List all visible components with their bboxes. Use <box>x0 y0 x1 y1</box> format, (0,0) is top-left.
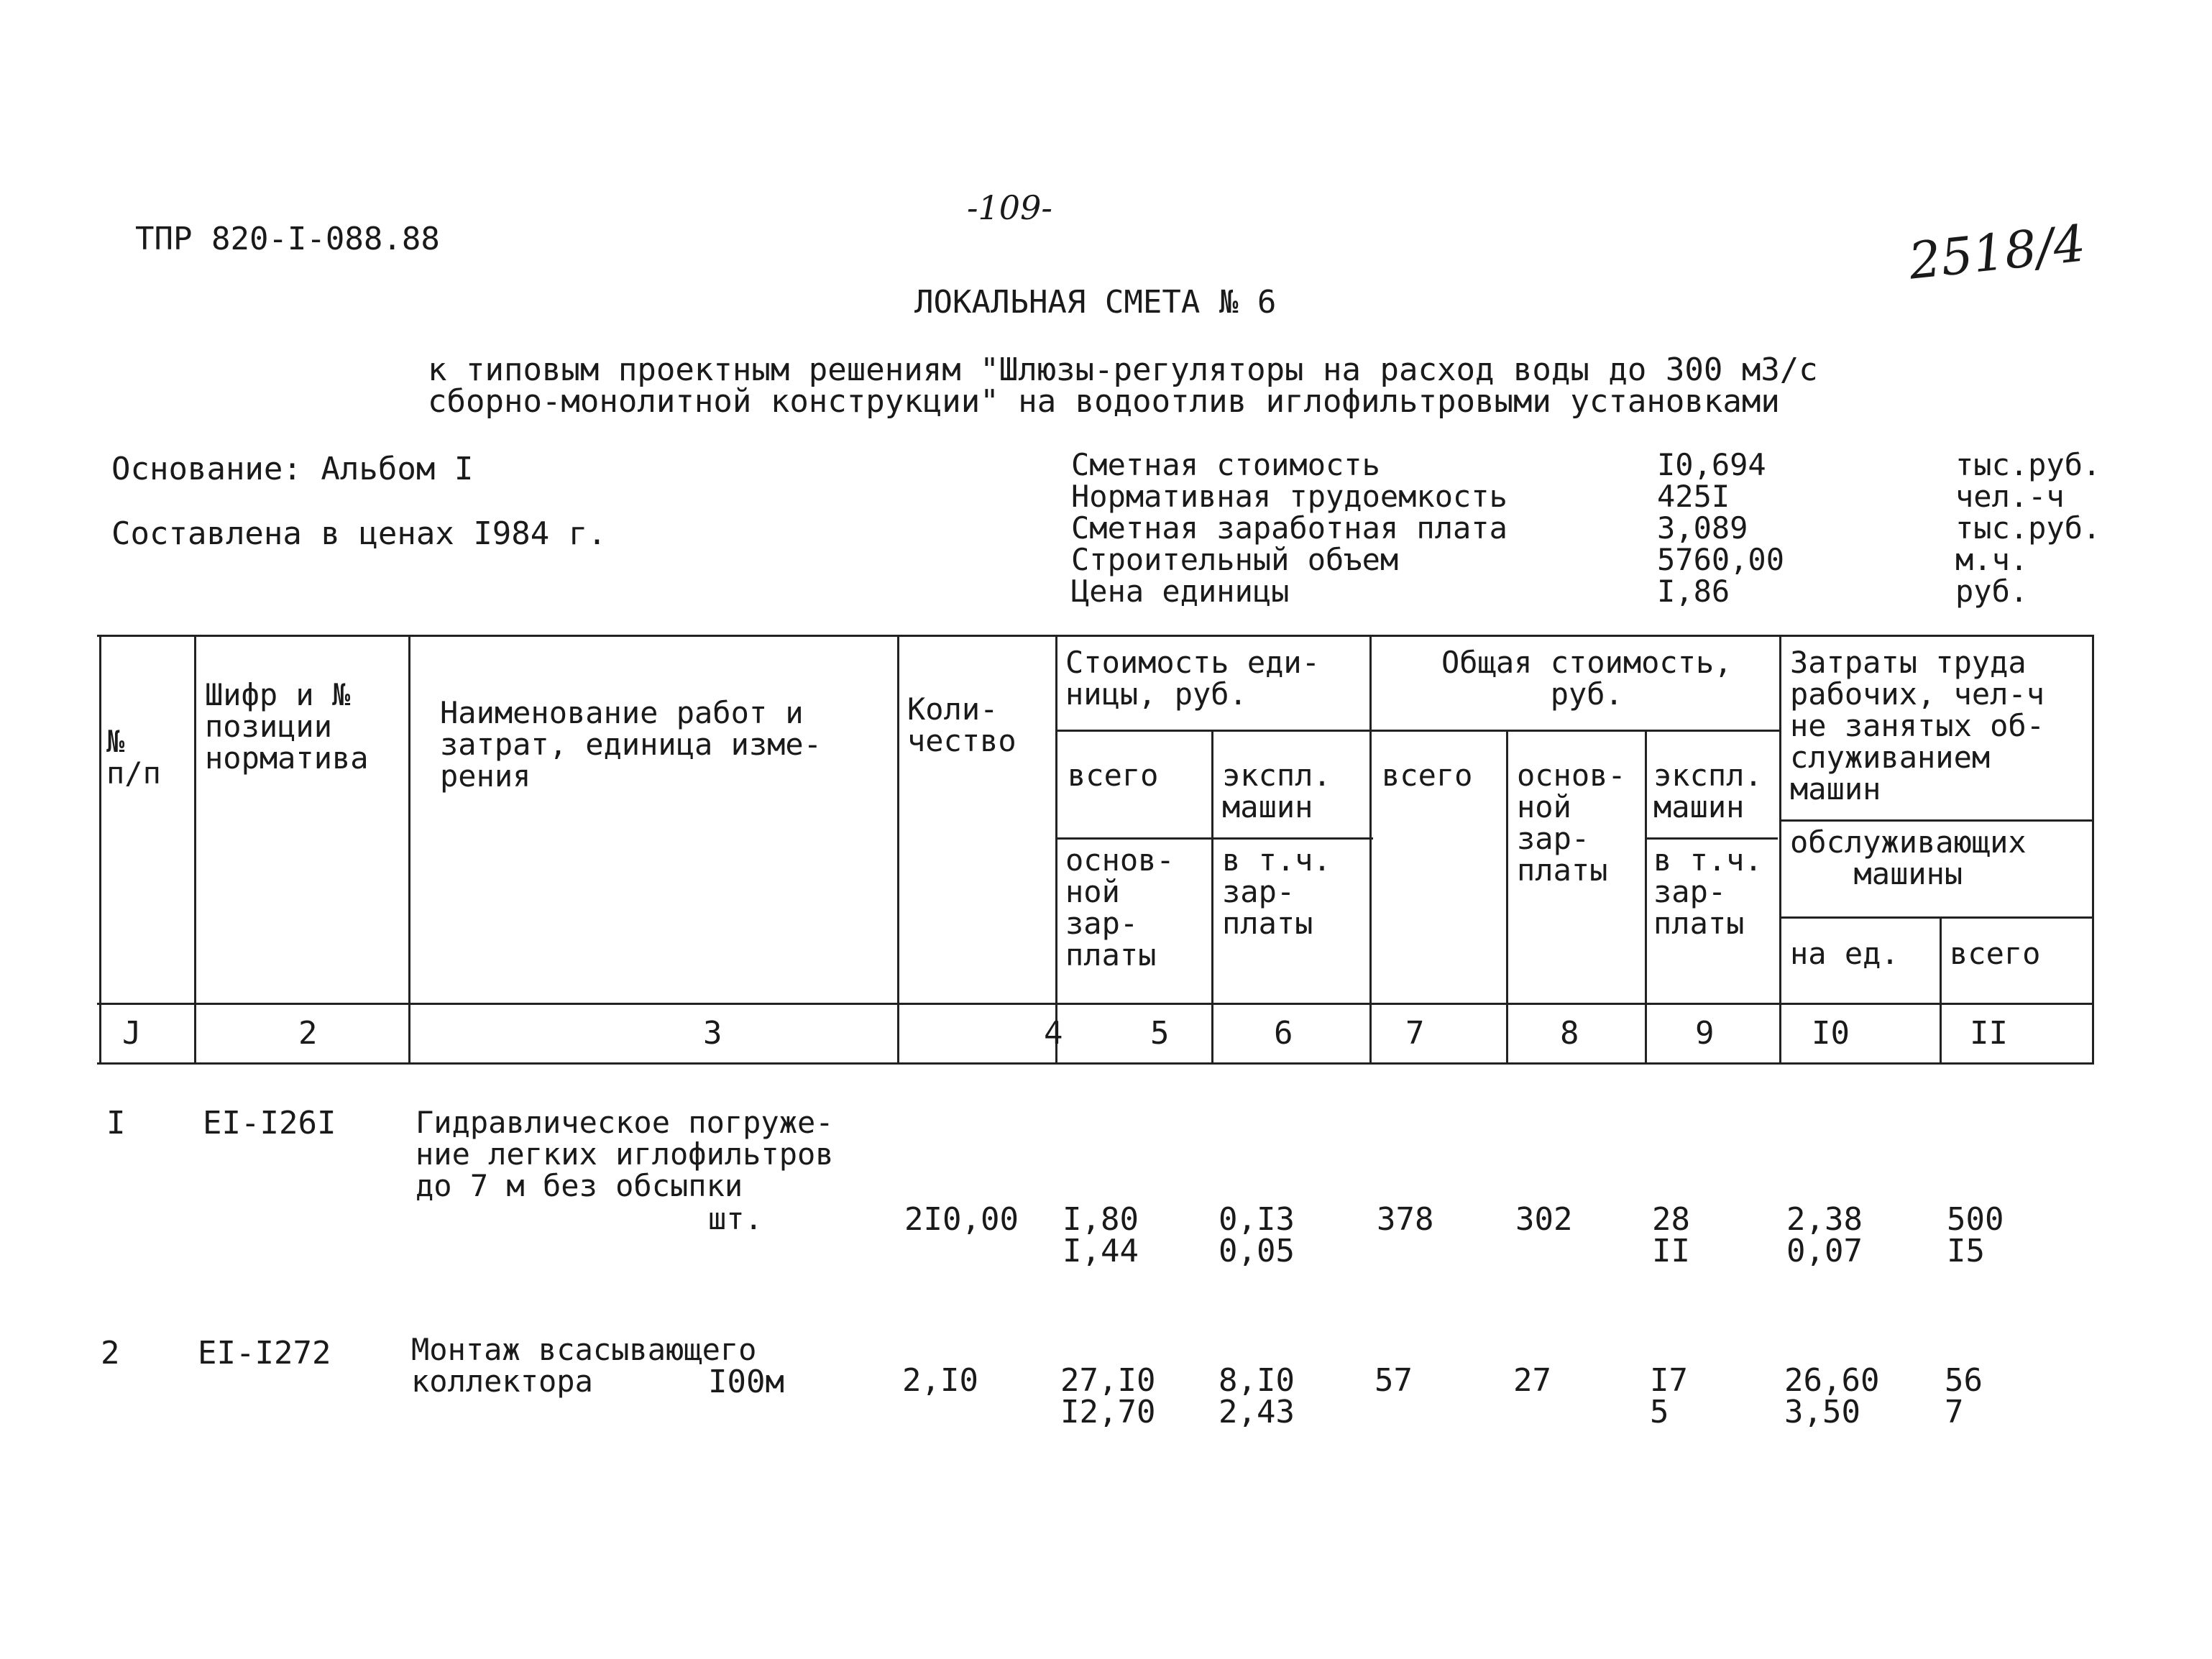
header-total-machines: экспл. машин <box>1653 758 1763 824</box>
unit-cost-subdivider <box>1055 837 1373 840</box>
row-quantity: 2I0,00 <box>904 1201 1019 1238</box>
subtitle-line-1: к типовым проектным решениям "Шлюзы-регуляторы на расход воды до 300 м3/с <box>428 351 1818 388</box>
row-labor-total-serving: I5 <box>1947 1233 1985 1269</box>
row-name: Монтаж всасывающего коллектора <box>411 1332 757 1399</box>
row-total-incl-wages: II <box>1652 1233 1690 1269</box>
summary-unit: м.ч. <box>1955 542 2029 577</box>
column-number: J <box>122 1015 142 1052</box>
column-number: 7 <box>1405 1015 1425 1052</box>
column-number: 6 <box>1274 1015 1293 1052</box>
row-unit-machines: 8,I0 <box>1219 1362 1295 1399</box>
row-unit: шт. <box>708 1201 763 1236</box>
row-labor-total: 500 <box>1947 1201 2004 1238</box>
header-col-quantity: Коли- чество <box>907 691 1016 758</box>
summary-unit: чел.-ч <box>1955 479 2065 514</box>
header-unit-total: всего <box>1068 758 1159 793</box>
header-total-all: всего <box>1382 758 1473 793</box>
col-border <box>2092 635 2094 1065</box>
row-total-base-wages: 302 <box>1515 1201 1573 1238</box>
header-col-name: Наименование работ и затрат, единица изме- рения <box>440 695 822 794</box>
header-unit-cost: Стоимость еди- ницы, руб. <box>1065 645 1321 712</box>
summary-unit: руб. <box>1955 574 2029 609</box>
row-total-all: 378 <box>1377 1201 1434 1238</box>
row-labor-per-unit: 2,38 <box>1786 1201 1863 1238</box>
header-bottom-border <box>97 1003 2092 1005</box>
col-border <box>1211 730 1213 1065</box>
document-code: ТПР 820-I-088.88 <box>135 221 440 257</box>
col-border <box>1055 635 1057 1065</box>
summary-unit: тыс.руб. <box>1955 510 2101 546</box>
column-number: I0 <box>1812 1015 1850 1052</box>
header-unit-base-wages: основ- ной зар- платы <box>1065 842 1175 973</box>
row-unit-machines: 0,I3 <box>1219 1201 1295 1238</box>
row-code: EI-I26I <box>203 1105 336 1141</box>
col-border <box>1645 730 1647 1065</box>
summary-label: Сметная заработная плата <box>1071 510 1507 546</box>
summary-unit: тыс.руб. <box>1955 447 2101 482</box>
header-labor-serving: обслуживающих машины <box>1790 824 2027 891</box>
column-number: 9 <box>1695 1015 1715 1052</box>
col-border <box>1940 916 1942 1065</box>
header-labor-total: всего <box>1950 936 2041 971</box>
summary-label: Строительный объем <box>1071 542 1399 577</box>
row-quantity: 2,I0 <box>902 1362 978 1399</box>
row-total-all: 57 <box>1375 1362 1413 1399</box>
row-labor-total: 56 <box>1945 1362 1983 1399</box>
row-labor-per-unit-serving: 0,07 <box>1786 1233 1863 1269</box>
row-labor-per-unit: 26,60 <box>1784 1362 1880 1399</box>
col-border <box>1369 635 1372 1065</box>
page-number: -109- <box>967 188 1052 227</box>
row-unit: I00м <box>708 1364 784 1400</box>
row-total-machines: I7 <box>1650 1362 1688 1399</box>
table-top-border <box>97 635 2092 637</box>
column-number: 3 <box>703 1015 722 1052</box>
row-labor-per-unit-serving: 3,50 <box>1784 1394 1860 1430</box>
header-total-cost: Общая стоимость, руб. <box>1441 645 1733 712</box>
header-total-incl-wages: в т.ч. зар- платы <box>1653 842 1763 941</box>
row-code: EI-I272 <box>198 1335 331 1371</box>
row-number: I <box>106 1105 126 1141</box>
basis-prices: Составлена в ценах I984 г. <box>111 515 607 552</box>
summary-value: I0,694 <box>1657 447 1766 482</box>
summary-value: 3,089 <box>1657 510 1748 546</box>
row-unit-incl-wages: 0,05 <box>1219 1233 1295 1269</box>
header-unit-machines: экспл. машин <box>1222 758 1331 824</box>
summary-label: Нормативная трудоемкость <box>1071 479 1507 514</box>
col-border <box>1506 730 1508 1065</box>
col-border <box>194 635 196 1065</box>
row-total-base-wages: 27 <box>1513 1362 1551 1399</box>
summary-label: Цена единицы <box>1071 574 1290 609</box>
summary-value: 425I <box>1657 479 1730 514</box>
handwritten-reference: 2518/4 <box>1906 213 2088 291</box>
row-unit-base-wages: I,44 <box>1063 1233 1139 1269</box>
summary-label: Сметная стоимость <box>1071 447 1380 482</box>
col-border <box>897 635 899 1065</box>
summary-value: 5760,00 <box>1657 542 1785 577</box>
basis-album: Основание: Альбом I <box>111 451 474 487</box>
header-total-base-wages: основ- ной зар- платы <box>1517 758 1626 888</box>
row-unit-incl-wages: 2,43 <box>1219 1394 1295 1430</box>
total-cost-divider <box>1369 730 1779 732</box>
row-number: 2 <box>101 1335 120 1371</box>
row-labor-total-serving: 7 <box>1945 1394 1964 1430</box>
header-labor: Затраты труда рабочих, чел-ч не занятых об- служиванием машин <box>1790 645 2045 806</box>
row-unit-total: I,80 <box>1063 1201 1139 1238</box>
col-border <box>1779 635 1781 1065</box>
col-border <box>99 635 101 1065</box>
summary-value: I,86 <box>1657 574 1730 609</box>
column-number: 5 <box>1150 1015 1170 1052</box>
unit-cost-divider <box>1055 730 1373 732</box>
labor-subdivider <box>1779 916 2092 919</box>
row-unit-base-wages: I2,70 <box>1060 1394 1156 1430</box>
table-bottom-border <box>97 1062 2092 1065</box>
header-col-code: Шифр и № позиции норматива <box>205 677 369 776</box>
col-border <box>408 635 410 1065</box>
subtitle-line-2: сборно-монолитной конструкции" на водоотлив иглофильтровыми установками <box>428 383 1780 420</box>
row-total-incl-wages: 5 <box>1650 1394 1669 1430</box>
header-unit-incl-wages: в т.ч. зар- платы <box>1222 842 1331 941</box>
total-machines-subdivider <box>1645 837 1778 840</box>
row-name: Гидравлическое погруже- ние легких иглофильтров до 7 м без обсыпки <box>416 1105 834 1203</box>
row-total-machines: 28 <box>1652 1201 1690 1238</box>
row-unit-total: 27,I0 <box>1060 1362 1156 1399</box>
column-number: 2 <box>298 1015 318 1052</box>
header-col-number: № п/п <box>106 724 161 791</box>
column-number: 4 <box>1044 1015 1063 1052</box>
column-number: II <box>1970 1015 2008 1052</box>
estimate-title: ЛОКАЛЬНАЯ СМЕТА № 6 <box>914 284 1277 321</box>
header-per-unit: на ед. <box>1790 936 1899 971</box>
column-number: 8 <box>1560 1015 1579 1052</box>
labor-divider <box>1779 819 2092 822</box>
